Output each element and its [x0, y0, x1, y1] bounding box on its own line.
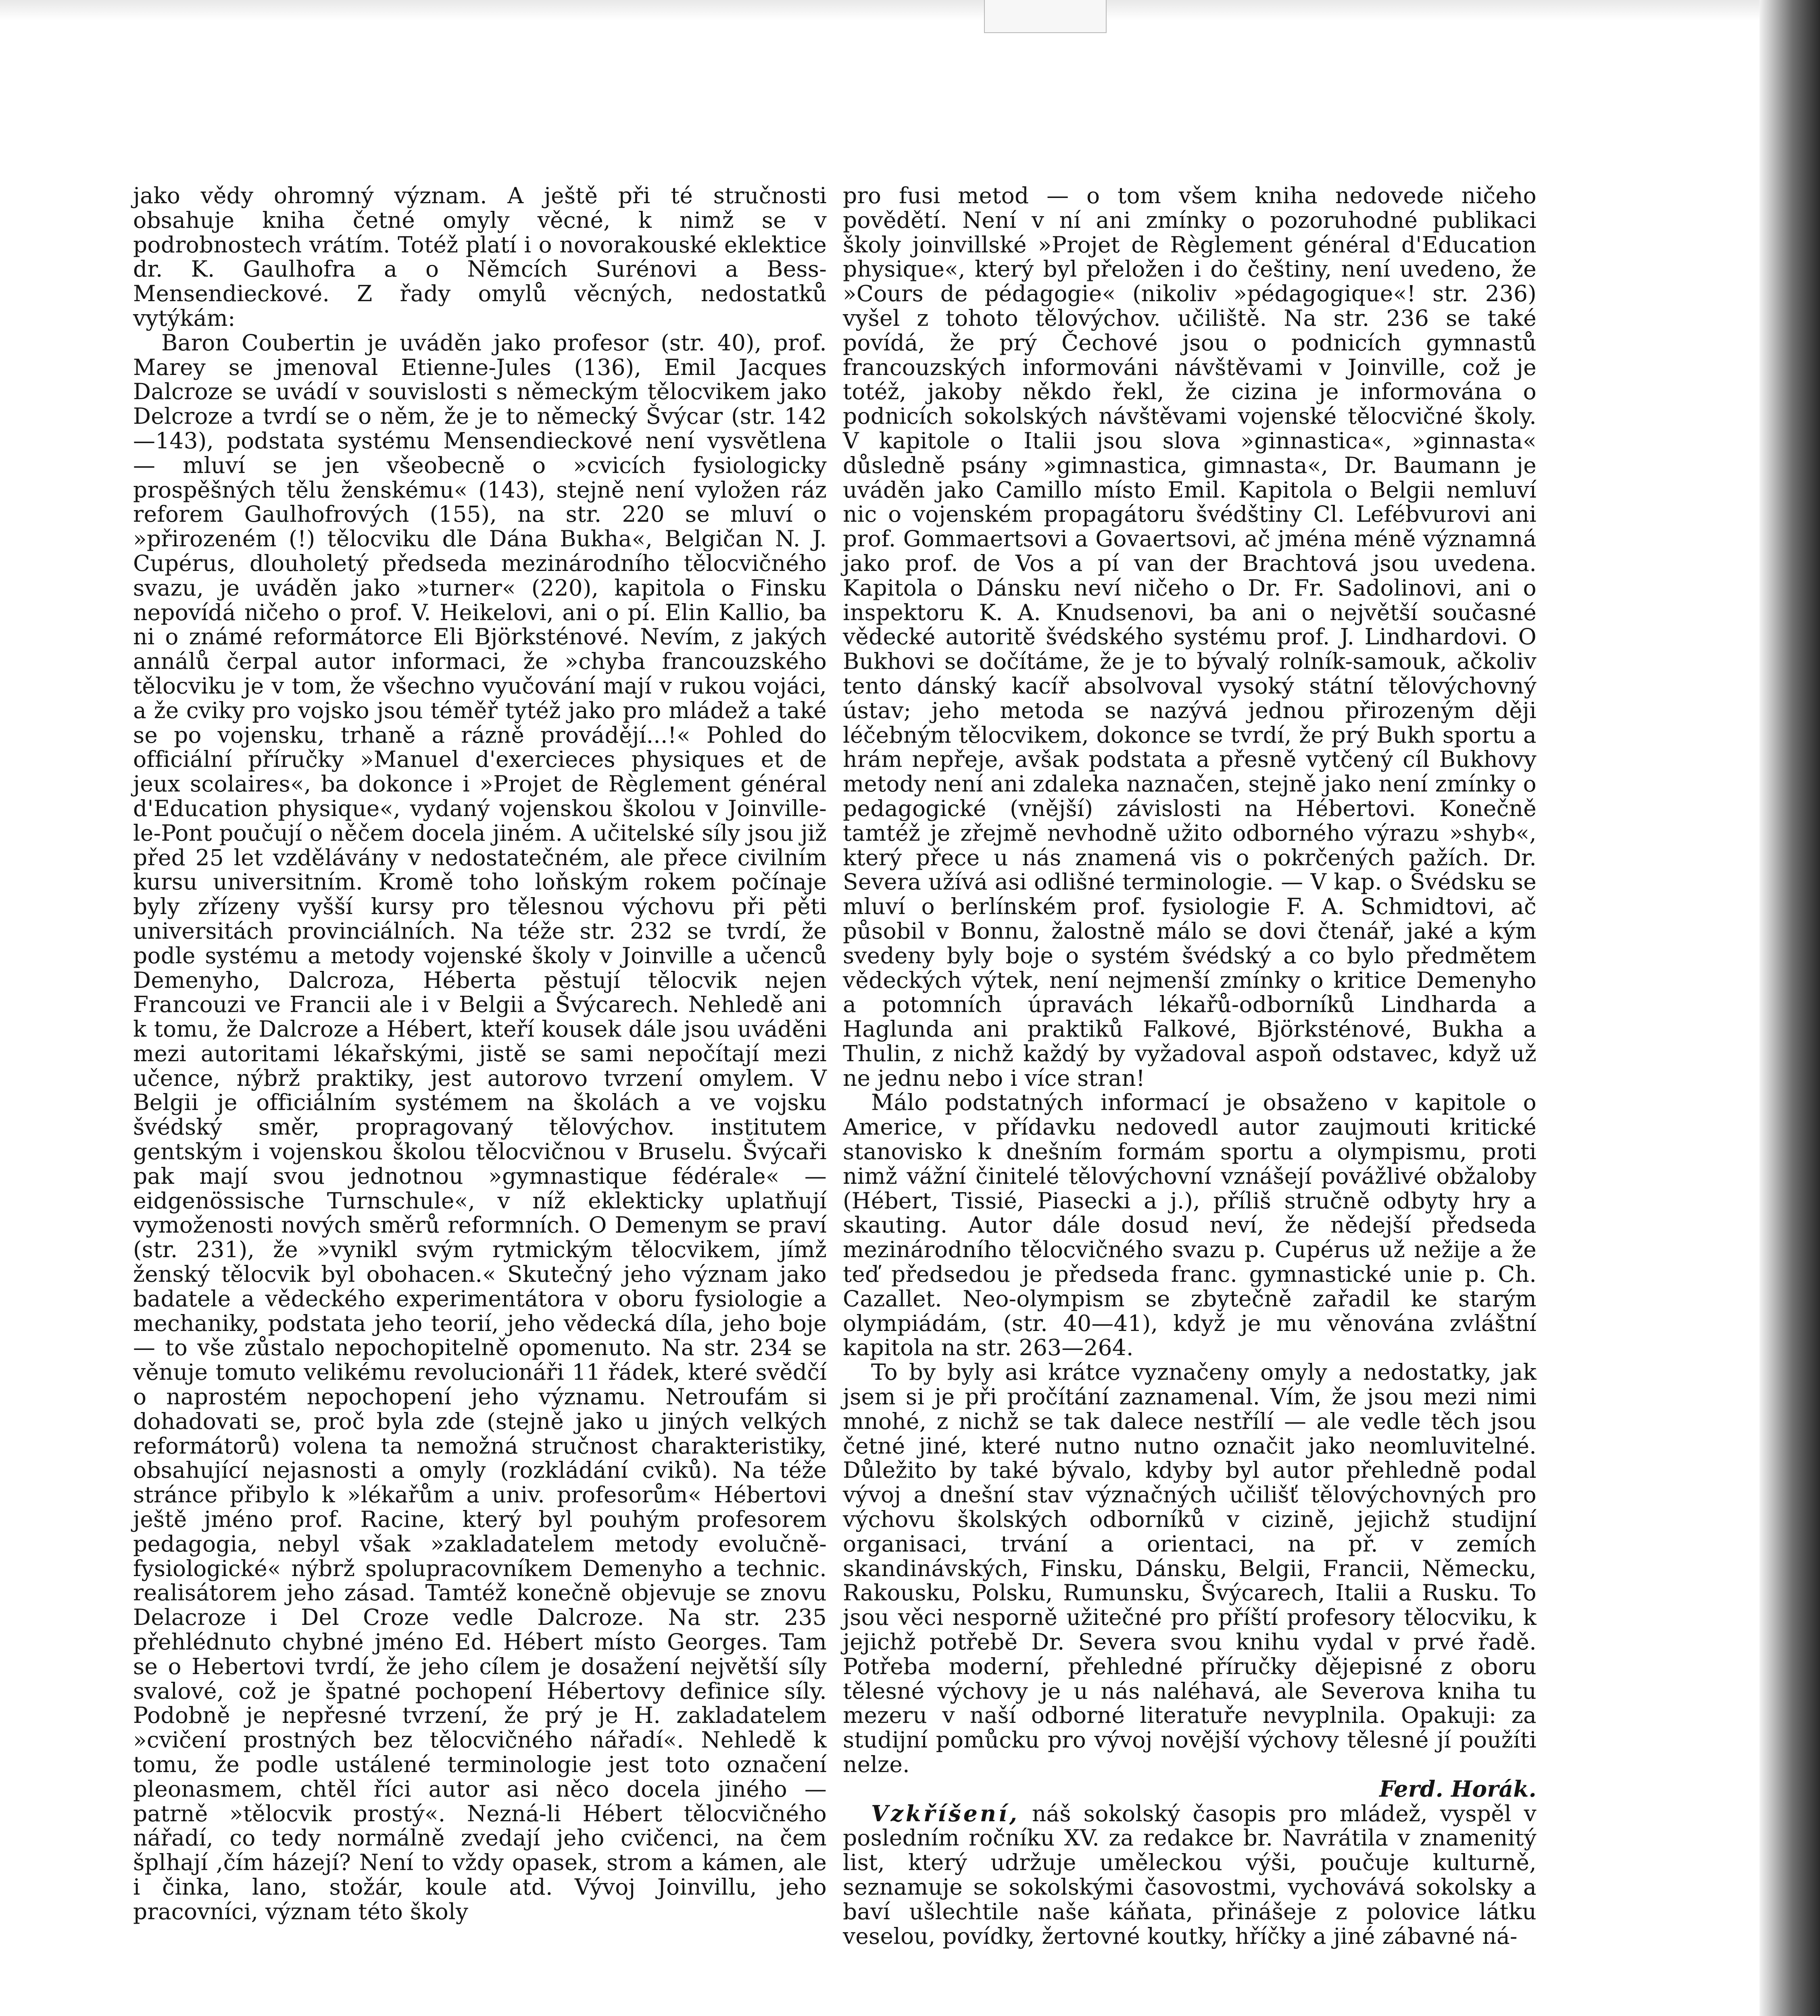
right-paragraph-2: Málo podstatných informací je obsaženo v kapitole o Americe, v přídavku nedovedl autor zaujmouti kritické stanovisko k dnešním formám sportu a olympismu, proti nimž vážní činitelé tělovýchovní vznášejí povážlivé obžaloby (Hébert, Tissié, Piasecki a j.), příliš stručně odbyty hry a skauting. Autor dále dosud neví, že nědejší předseda mezinárodního tělocvičného svazu p. Cupérus už nežije a že teď předsedou je předseda franc. gymnastické unie p. Ch. Cazallet. Neo-olympism se zbytečně zařadil ke starým olympiádám, (str. 40—41), když je mu věnována zvláštní kapitola na str. 263—264.: [843, 1089, 1536, 1361]
author-signature: Ferd. Horák.: [1379, 1775, 1536, 1802]
left-paragraph-2: Baron Coubertin je uváděn jako profesor (str. 40), prof. Marey se jmenoval Etienne-Jules (136), Emil Jacques Dalcroze se uvádí v souvislosti s německým tělocvikem jako Delcroze a tvrdí se o něm, že je to německý Švýcar (str. 142—143), podstata systému Mensendieckové není vysvětlena — mluví se jen všeobecně o »cvicích fysiologicky prospěšných tělu ženskému« (143), stejně není vyložen ráz reforem Gaulhofrových (155), na str. 220 se mluví o »přirozeném (!) tělocviku dle Dána Bukha«, Belgičan N. J. Cupérus, dlouholetý předseda mezinárodního tělocvičného svazu, je uváděn jako »turner« (220), kapitola o Finsku nepovídá ničeho o prof. V. Heikelovi, ani o pí. Elin Kallio, ba ni o známé reformátorce Eli Björksténové. Nevím, z jakých annálů čerpal autor informaci, že »chyba francouzského tělocviku je v tom, že všechno vyučování mají v rukou vojáci, a že cviky pro vojsko jsou téměř tytéž jako pro mládež a také se po vojensku, trhaně a rázně provádějí...!« Pohled do officiální příručky »Manuel d'exercieces physiques et de jeux scolaires«, ba dokonce i »Projet de Règlement général d'Education physique«, vydaný vojenskou školou v Joinville-le-Pont poučují o něčem docela jiném. A učitelské síly jsou již před 25 let vzdělávány v nedostatečném, ale přece civilním kursu universitním. Kromě toho loňským rokem počínaje byly zřízeny vyšší kursy pro tělesnou výchovu při pěti universitách provinciálních. Na téže str. 232 se tvrdí, že podle systému a metody vojenské školy v Joinville a učenců Demenyho, Dalcroza, Héberta pěstují tělocvik nejen Francouzi ve Francii ale i v Belgii a Švýcarech. Nehledě ani k tomu, že Dalcroze a Hébert, kteří kousek dále jsou uváděni mezi autoritami lékařskými, jistě se sami nepočítají mezi učence, nýbrž praktiky, jest autorovo tvrzení omylem. V Belgii je officiálním systémem na školách a ve vojsku švédský směr, propragovaný tělovýchov. institutem gentským i vojenskou školou tělocvičnou v Bruselu. Švýcaři pak mají svou jednotnou »gymnastique fédérale« — eidgenössische Turnschule«, v níž eklekticky uplatňují vymoženosti nových směrů reformních. O Demenym se praví (str. 231), že »vynikl svým rytmickým tělocvikem, jímž ženský tělocvik byl obohacen.« Skutečný jeho význam jako badatele a vědeckého experimentátora v oboru fysiologie a mechaniky, podstata jeho teorií, jeho vědecká díla, jeho boje — to vše zůstalo nepochopitelně opomenuto. Na str. 234 se věnuje tomuto velikému revolucionáři 11 řádek, které svědčí o naprostém nepochopení jeho významu. Netroufám si dohadovati se, proč byla zde (stejně jako u jiných velkých reformátorů) volena ta nemožná stručnost charakteristiky, obsahující nejasnosti a omyly (rozkládání cviků). Na téže stránce přibylo k »lékařům a univ. profesorům« Hébertovi ještě jméno prof. Racine, který byl pouhým profesorem pedagogia, nebyl však »zakladatelem metody evolučně-fysiologické« nýbrž spolupracovníkem Demenyho a technic. realisátorem jeho zásad. Tamtéž konečně objevuje se znovu Delacroze i Del Croze vedle Dalcroze. Na str. 235 přehlédnuto chybné jméno Ed. Hébert místo Georges. Tam se o Hebertovi tvrdí, že jeho cílem je dosažení největší síly svalové, což je špatné pochopení Hébertovy definice síly. Podobně je nepřesné tvrzení, že prý je H. zakladatelem »cvičení prostných bez tělocvičného nářadí«. Nehledě k tomu, že podle ustálené terminologie jest toto označení pleonasmem, chtěl říci autor asi něco docela jiného — patrně »tělocvik prostý«. Nezná-li Hébert tělocvičného nářadí, co tedy normálně zvedají jeho cvičenci, na čem šplhají ,čím házejí? Není to vždy opasek, strom a kámen, ale i činka, lano, stožár, koule atd. Vývoj Joinvillu, jeho pracovníci, význam této školy: [133, 329, 827, 1924]
right-paragraph-4-text: náš sokolský časopis pro mládež, vyspěl v posledním ročníku XV. za redakce br. Navrátila v znamenitý list, který udržuje uměleckou výši, poučuje kulturně, seznamuje se sokolskými časovostmi, vychovává sokolsky a baví ušlechtile naše káňata, přinášeje z polovice látku veselou, povídky, žertovné koutky, hříčky a jiné zábavné ná-: [843, 1800, 1536, 1949]
right-paragraph-1: pro fusi metod — o tom všem kniha nedovede ničeho povědětí. Není v ní ani zmínky o pozoruhodné publikaci školy joinvillské »Projet de Règlement général d'Education physique«, který byl přeložen i do češtiny, není uvedeno, že »Cours de pédagogie« (nikoliv »pédagogique«! str. 236) vyšel z tohoto tělovýchov. učiliště. Na str. 236 se také povídá, že prý Čechové jsou o podnicích gymnastů francouzských informováni návštěvami v Joinville, což je totéž, jakoby někdo řekl, že cizina je informována o podnicích sokolských návštěvami vojenské tělocvičné školy. V kapitole o Italii jsou slova »ginnastica«, »ginnasta« důsledně psány »gimnastica, gimnasta«, Dr. Baumann je uváděn jako Camillo místo Emil. Kapitola o Belgii nemluví nic o vojenském propagátoru švédštiny Cl. Lefébvurovi ani prof. Gommaertsovi a Govaertsovi, ač jména méně významná jako prof. de Vos a pí van der Brachtová jsou uvedena. Kapitola o Dánsku neví ničeho o Dr. Fr. Sadolinovi, ani o inspektoru K. A. Knudsenovi, ba ani o největší současné vědecké autoritě švédského systému prof. J. Lindhardovi. O Bukhovi se dočítáme, že je to bývalý rolník-samouk, ačkoliv tento dánský kacíř absolvoval vysoký státní tělovýchovný ústav; jeho metoda se nazývá jednou přirozeným ději léčebným tělocvikem, dokonce se tvrdí, že prý Bukh sportu a hrám nepřeje, avšak podstata a přesně vytčený cíl Bukhovy metody není ani zdaleka naznačen, stejně jako není zmínky o pedagogické (vnější) závislosti na Hébertovi. Konečně tamtéž je zřejmě nevhodně užito odborného výrazu »shyb«, který přece u nás znamená vis o pokrčených pažích. Dr. Severa užívá asi odlišné terminologie. — V kap. o Švédsku se mluví o berlínském prof. fysiologie F. A. Schmidtovi, ač působil v Bonnu, žalostně málo se dovi čtenář, jaké a kým svedeny byly boje o systém švédský a co bylo předmětem vědeckých výtek, není nejmenší zmínky o kritice Demenyho a potomních úpravách lékařů-odborníků Lindharda a Haglunda ani praktiků Falkové, Björksténové, Bukha a Thulin, z nichž každý by vyžadoval aspoň odstavec, když už ne jednu nebo i více stran!: [843, 183, 1536, 1091]
left-paragraph-1: jako vědy ohromný význam. A ještě při té stručnosti obsahuje kniha četné omyly věcné, k nimž se v podrobnostech vrátím. Totéž platí i o novorakouské eklektice dr. K. Gaulhofra a o Němcích Surénovi a Bess-Mensendieckové. Z řady omylů věcných, nedostatků vytýkám:: [133, 183, 827, 331]
scan-edge-shadow: [1760, 0, 1820, 2016]
scan-top-shadow: [0, 0, 1820, 20]
binding-tab-mark: [984, 0, 1107, 33]
right-column: [843, 183, 1536, 1948]
journal-title: Vzkříšení,: [871, 1800, 1019, 1826]
right-paragraph-3: To by byly asi krátce vyznačeny omyly a nedostatky, jak jsem si je při pročítání zaznamenal. Vím, že jsou mezi nimi mnohé, z nichž se tak dalece nestřílí — ale vedle těch jsou četné jiné, které nutno nutno označit jako neomluvitelné. Důležito by také bývalo, kdyby byl autor přehledně podal vývoj a dnešní stav význačných učilišť tělovýchovných pro výchovu školských odborníků v cizině, jejichž studijní organisaci, trvání a orientaci, na př. v zemích skandinávských, Finsku, Dánsku, Belgii, Francii, Německu, Rakousku, Polsku, Rumunsku, Švýcarech, Italii a Rusku. To jsou věci nesporně užitečné pro příští profesory tělocviku, k jejichž potřebě Dr. Severa svou knihu vydal v prvé řadě. Potřeba moderní, přehledné příručky dějepisné z oboru tělesné výchovy je u nás naléhavá, ale Severova kniha tu mezeru v naší odborné literatuře nevyplnila. Opakuji: za studijní pomůcku pro vývoj novější výchovy tělesné jí použíti nelze.: [843, 1359, 1536, 1777]
right-paragraph-4: [843, 1801, 1536, 1949]
left-column: [133, 183, 827, 1924]
